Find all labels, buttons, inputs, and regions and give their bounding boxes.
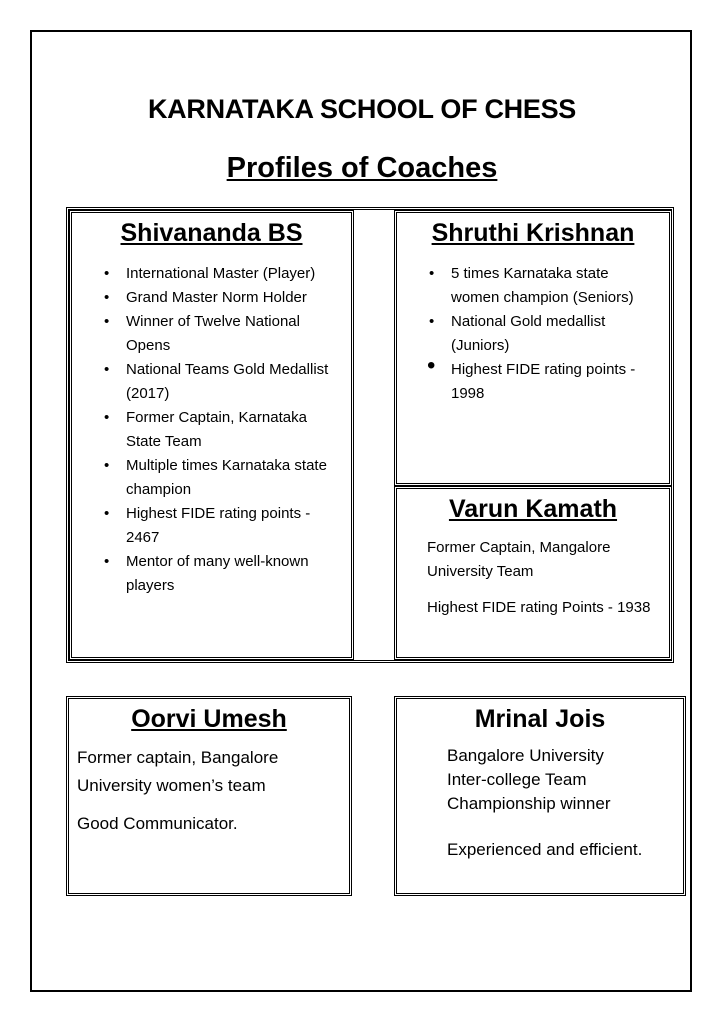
- coach-detail: Inter-college Team: [447, 770, 587, 789]
- coach-card-oorvi: [66, 696, 352, 896]
- list-item: • National Teams Gold Medallist (2017): [126, 358, 343, 406]
- list-item: • Highest FIDE rating points - 1998: [451, 358, 649, 406]
- coach-card-varun: [394, 486, 672, 660]
- coach-name: Mrinal Jois: [474, 705, 606, 733]
- list-item: • National Gold medallist (Juniors): [451, 310, 649, 358]
- coach-detail: Experienced and efficient.: [447, 840, 643, 859]
- coach-detail: Former Captain, Mangalore University Team: [427, 539, 611, 580]
- coach-name: Shruthi Krishnan: [431, 219, 635, 247]
- coach-card-shruthi: [394, 210, 672, 486]
- school-title: KARNATAKA SCHOOL OF CHESS: [147, 94, 576, 124]
- coach-name: Varun Kamath: [448, 495, 618, 523]
- coach-achievements-list: [72, 262, 351, 598]
- list-item: • International Master (Player): [126, 262, 343, 286]
- list-item: • Mentor of many well-known players: [126, 550, 343, 598]
- list-item: • Highest FIDE rating points - 2467: [126, 502, 343, 550]
- coach-achievements-list: [397, 262, 669, 406]
- list-item: • Former Captain, Karnataka State Team: [126, 406, 343, 454]
- coach-detail: Championship winner: [447, 794, 611, 813]
- coach-detail: Bangalore University: [447, 746, 604, 765]
- list-item: • Winner of Twelve National Opens: [126, 310, 343, 358]
- list-item: • Grand Master Norm Holder: [126, 286, 343, 310]
- coach-card-shivananda: [69, 210, 354, 660]
- coach-name: Shivananda BS: [120, 219, 303, 247]
- coach-detail: Good Communicator.: [77, 814, 238, 833]
- list-item: • Multiple times Karnataka state champion: [126, 454, 343, 502]
- coach-detail: Highest FIDE rating Points - 1938: [427, 599, 651, 616]
- coach-name: Oorvi Umesh: [131, 705, 287, 733]
- page-title: Profiles of Coaches: [226, 152, 498, 184]
- coach-detail: Former captain, Bangalore University women’s team: [77, 748, 279, 795]
- list-item: • 5 times Karnataka state women champion (Seniors): [451, 262, 649, 310]
- coach-card-mrinal: [394, 696, 686, 896]
